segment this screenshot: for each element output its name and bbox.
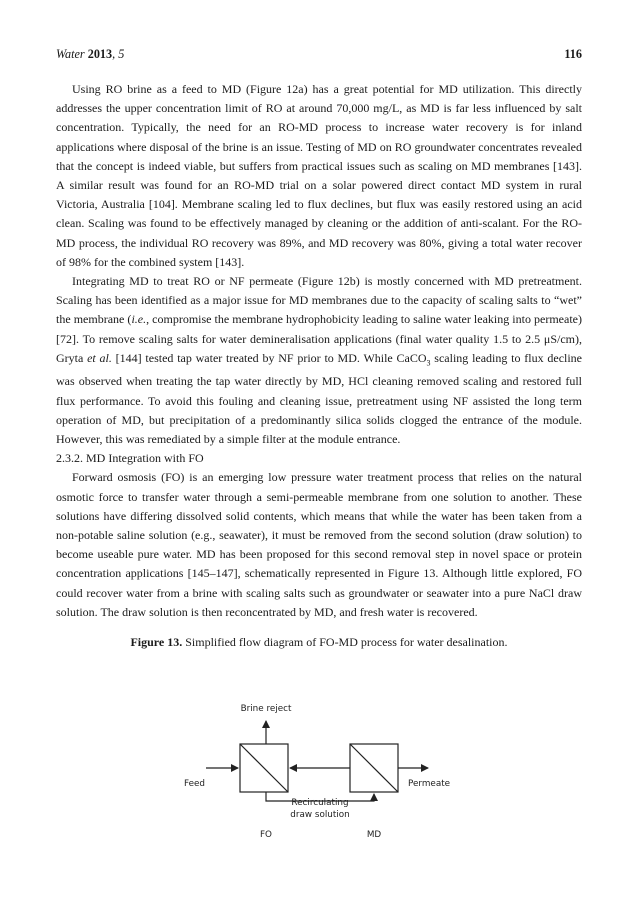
page-number: 116 bbox=[564, 47, 582, 61]
figure-caption-text: Simplified flow diagram of FO-MD process for water desalination. bbox=[182, 635, 508, 650]
subscript-3: 3 bbox=[426, 358, 431, 368]
journal-year: 2013 bbox=[87, 47, 113, 61]
draw-solution-label: draw solution bbox=[290, 810, 350, 820]
figure-caption-label: Figure 13. bbox=[130, 635, 183, 650]
paragraph-ro-brine: Using RO brine as a feed to MD (Figure 12a) has a great potential for MD utilization. This directly addresses the upper concentration limit of RO at around 70,000 mg/L, as MD is far less influenced by salt concentration. Typically, the need for an RO-MD process to increase water recovery is for inland applications where disposal of the brine is an issue. Testing of MD on RO groundwater concentrates revealed that the concept is indeed viable, but suffers from practical issues such as scaling on MD membranes [143]. A similar result was found for an RO-MD trial on a solar powered direct contact MD system in rural Victoria, Australia [104]. Membrane scaling led to flux declines, but flux was easily restored using an acid clean. Scaling was found to be effectively managed by cleaning or the addition of anti-scalant. For the RO-MD process, the individual RO recovery was 89%, and MD recovery was 80%, giving a total water recover of 98% for the combined system [143]. bbox=[56, 82, 582, 269]
fo-label: FO bbox=[260, 830, 272, 840]
recirculating-label: Recirculating bbox=[291, 798, 349, 808]
journal-volume: , 5 bbox=[112, 47, 125, 61]
feed-label: Feed bbox=[184, 779, 205, 789]
paragraph-permeate-part-b: , compromise the membrane hydrophobicity leading to saline water leaking into permeate) [72]. To remove scaling salts for water demineralisation applications (final water quality 1.5 to 2.5 μS/cm), Gryta bbox=[56, 312, 582, 365]
journal-citation bbox=[56, 47, 124, 62]
figure-caption bbox=[56, 633, 582, 652]
page-header bbox=[56, 47, 582, 62]
md-label: MD bbox=[366, 830, 382, 840]
permeate-label: Permeate bbox=[408, 779, 451, 789]
et-al: et al. bbox=[87, 350, 112, 365]
journal-name: Water bbox=[56, 47, 85, 61]
flow-diagram-svg bbox=[160, 694, 480, 854]
paragraph-permeate-part-d: scaling leading to flux decline was observed when treating the tap water directly by MD, HCl cleaning removed scaling and restored full flux performance. To avoid this fouling and cleaning issue, pretreatment using NF assisted the long term operation of MD, but precipitation of a predominantly silica solids clogged the entrance of the module. However, this was remediated by a simple filter at the module entrance. bbox=[56, 350, 583, 447]
ie-abbrev: i.e. bbox=[131, 312, 147, 327]
article-body bbox=[56, 80, 582, 652]
paragraph-permeate-part-c: [144] tested tap water treated by NF prior to MD. While CaCO bbox=[111, 350, 427, 365]
fo-md-flow-diagram bbox=[160, 694, 480, 854]
brine-reject-label: Brine reject bbox=[240, 704, 292, 714]
paragraph-permeate-part-a: Integrating MD to treat RO or NF permeate (Figure 12b) is mostly concerned with MD pretreatment. Scaling has been identified as a major issue for MD membranes due to the capacity of scaling salts to “wet” the membrane ( bbox=[56, 274, 582, 327]
paragraph-forward-osmosis: Forward osmosis (FO) is an emerging low pressure water treatment process that relies on the natural osmotic force to transfer water through a semi-permeable membrane from one solution to another. These solutions have differing dissolved solid contents, which means that while the water has been taken from a non-potable saline solution (e.g., seawater), it must be removed from the second solution (draw solution) to become useable pure water. MD has been proposed for this second removal step in novel space or protein concentration applications [145–147], schematically represented in Figure 13. Although little explored, FO could recover water from a brine with scaling salts such as groundwater or seawater into a pure NaCl draw solution. The draw solution is then reconcentrated by MD, and fresh water is recovered. bbox=[56, 470, 582, 619]
section-heading: 2.3.2. MD Integration with FO bbox=[56, 451, 204, 466]
paragraph-permeate bbox=[56, 272, 582, 449]
